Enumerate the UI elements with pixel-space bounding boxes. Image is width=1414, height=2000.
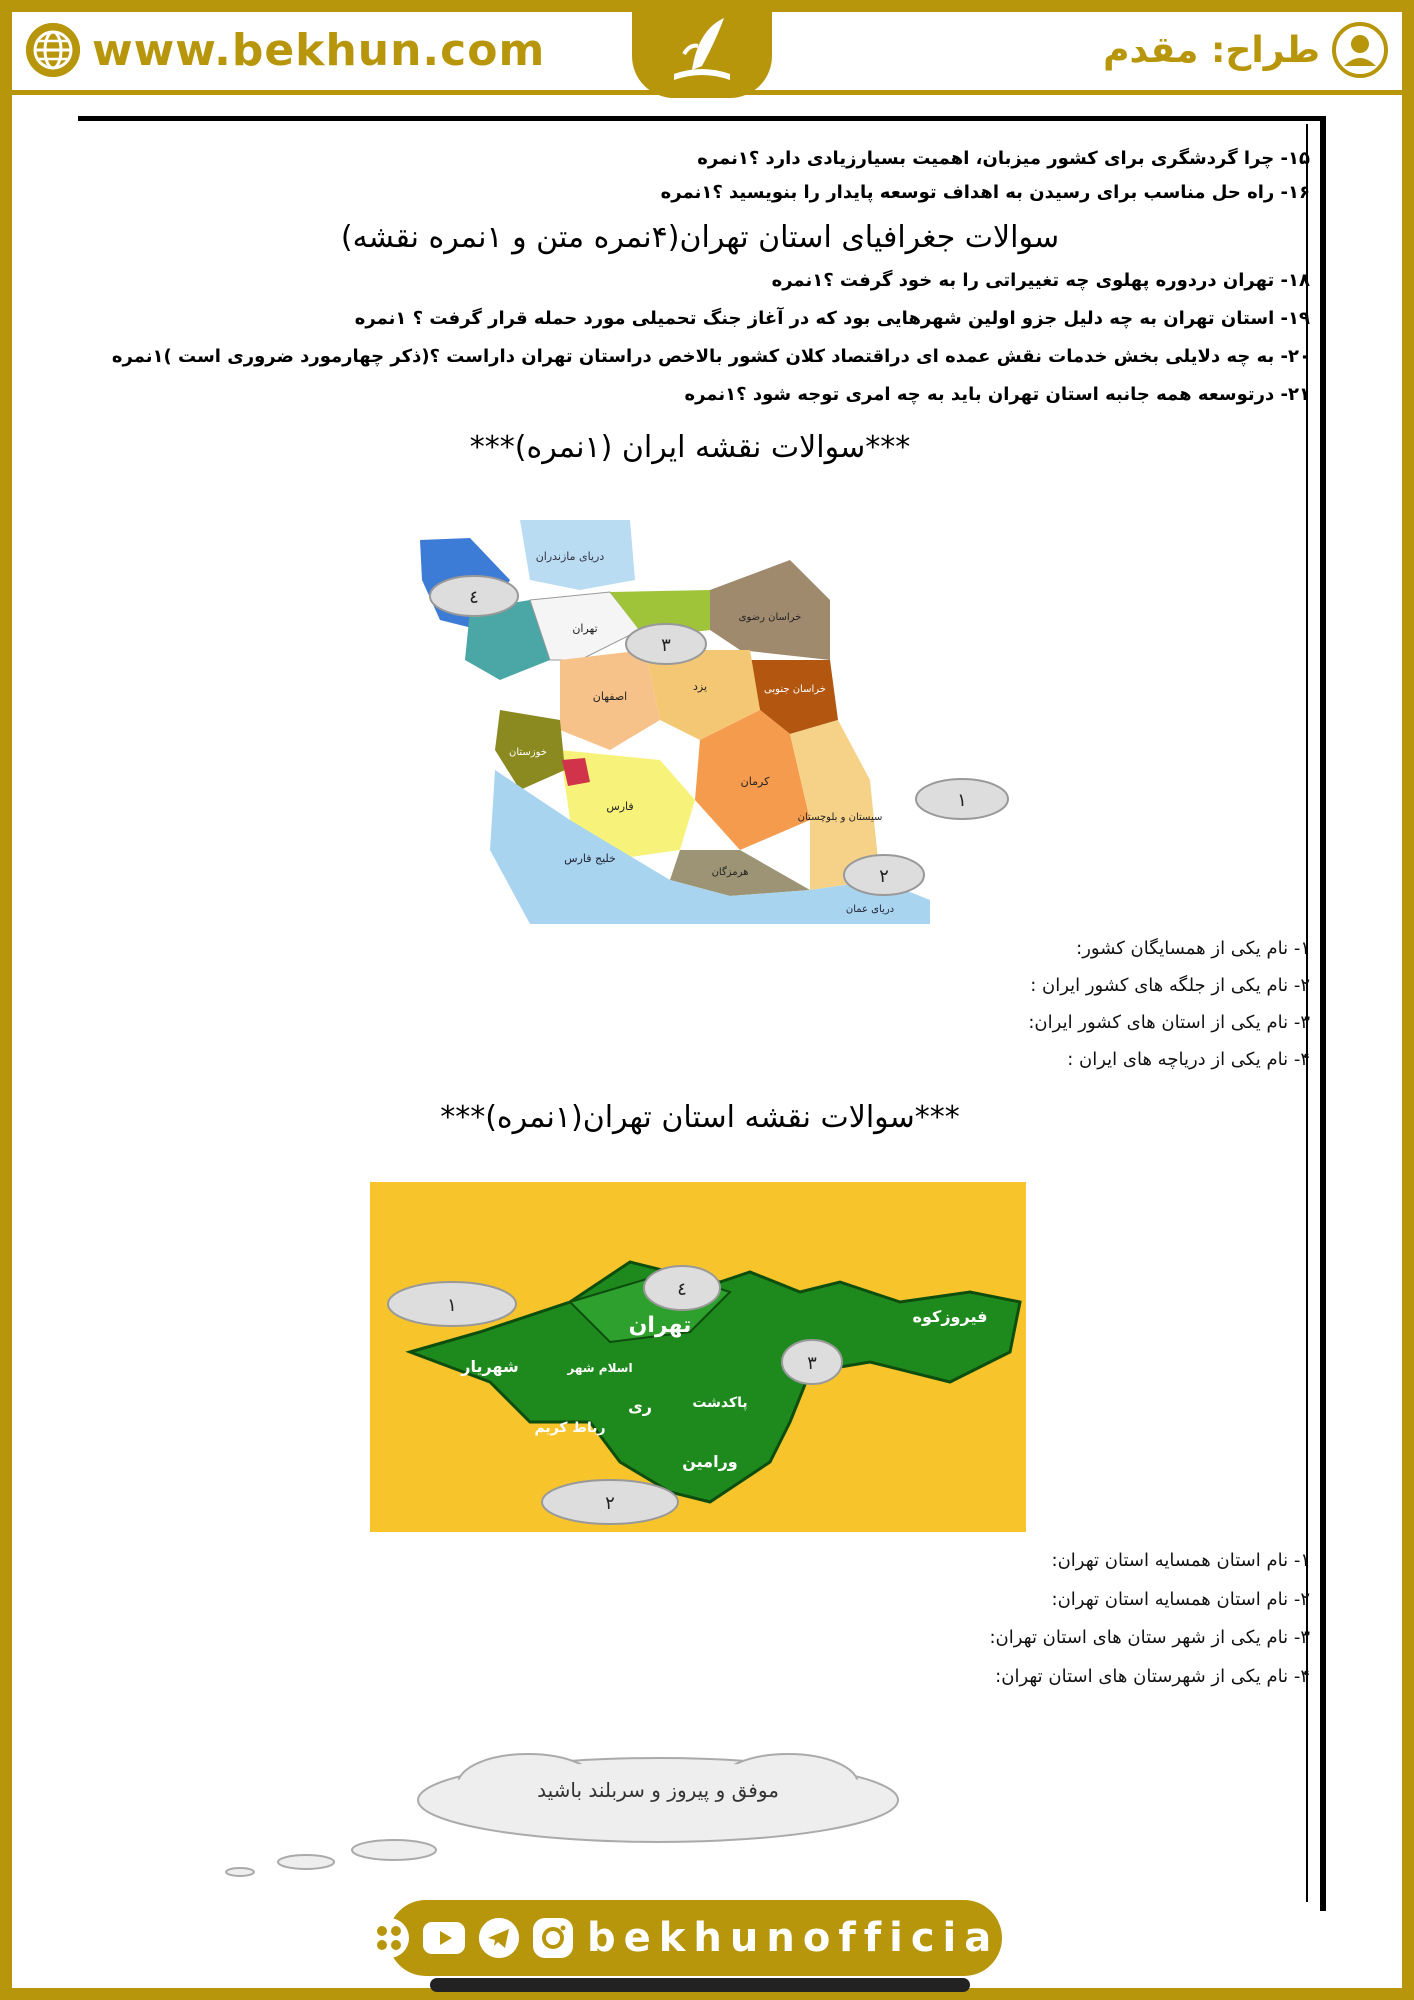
tehran-map-label-robat: رباط کریم <box>534 1420 606 1436</box>
iran-marker-3 <box>626 624 706 664</box>
section-title-iran-map: ***سوالات نقشه ایران (۱نمره)*** <box>469 430 911 465</box>
map-label-persian-gulf: خلیج فارس <box>564 852 616 865</box>
footer-handle: bekhunofficial <box>587 1915 1021 1961</box>
map-label-south-khorasan: خراسان جنوبی <box>764 684 826 695</box>
tehran-map-item-4: ۴- نام یکی از شهرستان های استان تهران: <box>995 1666 1310 1687</box>
user-icon <box>1332 22 1388 78</box>
tehran-map-label-pakdasht: پاکدشت <box>692 1395 748 1411</box>
exam-content <box>90 130 1310 472</box>
tehran-map-label-firuzkuh: فیروزکوه <box>912 1307 988 1326</box>
iran-map-item-4: ۴- نام یکی از دریاچه های ایران : <box>1067 1049 1310 1070</box>
closing-message: موفق و پیروز و سربلند باشید <box>537 1778 779 1802</box>
iran-map-item-1: ۱- نام یکی از همسایگان کشور: <box>1076 938 1310 959</box>
question-20: ۲۰- به چه دلایلی بخش خدمات نقش عمده ای دراقتصاد کلان کشور بالاخص دراستان تهران داراست ؟(ذکر چهارمورد ضروری است )۱نمره <box>111 346 1310 367</box>
map-label-caspian: دریای مازندران <box>535 550 605 563</box>
website-link[interactable] <box>26 22 545 78</box>
globe-icon <box>26 23 80 77</box>
tehran-map-label-shahriar: شهریار <box>461 1357 519 1376</box>
map-label-isfahan: اصفهان <box>592 690 628 703</box>
iran-map <box>410 520 1010 924</box>
tehran-map-label-rey: ری <box>628 1397 652 1416</box>
svg-text:٤: ٤ <box>677 1279 687 1300</box>
svg-text:۳: ۳ <box>807 1353 817 1374</box>
svg-text:۲: ۲ <box>879 866 889 887</box>
question-15: ۱۵- چرا گردشگری برای کشور میزبان، اهمیت بسیارزیادی دارد ؟۱نمره <box>697 148 1310 169</box>
question-21: ۲۱- درتوسعه همه جانبه استان تهران باید به چه امری توجه شود ؟۱نمره <box>684 384 1310 405</box>
question-18: ۱۸- تهران دردوره پهلوی چه تغییراتی را به خود گرفت ؟۱نمره <box>771 270 1310 291</box>
tehran-province-map <box>370 1182 1026 1532</box>
designer-text: طراح: مقدم <box>1103 29 1320 71</box>
question-19: ۱۹- استان تهران به چه دلیل جزو اولین شهرهایی بود که در آغاز جنگ تحمیلی مورد حمله قرار گرفت ؟ ۱نمره <box>354 308 1310 329</box>
section-title-tehran-geography: سوالات جغرافیای استان تهران(۴نمره متن و ۱نمره نقشه) <box>340 220 1060 255</box>
map-label-oman-sea: دریای عمان <box>845 904 895 915</box>
youtube-icon[interactable] <box>423 1922 465 1954</box>
svg-text:۱: ۱ <box>957 790 967 811</box>
map-label-razavi: خراسان رضوی <box>738 612 802 623</box>
svg-text:۲: ۲ <box>605 1493 615 1514</box>
tehran-map-label-varamin: ورامین <box>682 1452 738 1471</box>
tehran-marker-3 <box>782 1340 842 1384</box>
tehran-marker-2 <box>542 1480 678 1524</box>
tehran-marker-1 <box>388 1282 516 1326</box>
logo <box>632 0 772 98</box>
aparat-icon[interactable] <box>369 1918 409 1958</box>
section-title-tehran-map: ***سوالات نقشه استان تهران(۱نمره)*** <box>440 1100 960 1135</box>
svg-text:٤: ٤ <box>469 587 479 608</box>
website-text: www.bekhun.com <box>92 24 546 76</box>
tehran-map-label-eslamshahr: اسلام شهر <box>567 1361 633 1375</box>
map-label-hormozgan: هرمزگان <box>711 867 749 878</box>
map-label-khuzestan: خوزستان <box>509 747 547 758</box>
tehran-map-item-1: ۱- نام استان همسایه استان تهران: <box>1051 1550 1310 1571</box>
designer-credit <box>1103 22 1388 78</box>
map-label-fars: فارس <box>606 800 634 813</box>
map-label-yazd: یزد <box>692 680 708 693</box>
iran-marker-2 <box>844 855 924 895</box>
book-feather-icon <box>632 0 772 98</box>
tehran-marker-4 <box>644 1266 720 1310</box>
question-16: ۱۶- راه حل مناسب برای رسیدن به اهداف توسعه پایدار را بنویسید ؟۱نمره <box>660 182 1310 203</box>
thought-bubbles <box>220 1836 440 1880</box>
instagram-icon[interactable] <box>533 1918 573 1958</box>
map-label-tehran: تهران <box>572 622 598 635</box>
svg-text:۱: ۱ <box>447 1295 457 1316</box>
iran-marker-4 <box>430 576 518 616</box>
map-label-sistan: سیستان و بلوچستان <box>797 812 883 823</box>
iran-marker-1 <box>916 779 1008 819</box>
footer-shadow <box>430 1978 970 1992</box>
telegram-icon[interactable] <box>479 1918 519 1958</box>
tehran-map-item-3: ۳- نام یکی از شهر ستان های استان تهران: <box>989 1627 1310 1648</box>
tehran-map-label-tehran: تهران <box>628 1313 692 1338</box>
map-label-kerman: کرمان <box>740 775 770 788</box>
tehran-map-item-2: ۲- نام استان همسایه استان تهران: <box>1051 1589 1310 1610</box>
footer-social-bar[interactable] <box>388 1900 1021 1976</box>
iran-map-item-2: ۲- نام یکی از جلگه های کشور ایران : <box>1030 975 1310 996</box>
header <box>12 12 1402 95</box>
svg-text:۳: ۳ <box>661 635 671 656</box>
iran-map-item-3: ۳- نام یکی از استان های کشور ایران: <box>1028 1012 1310 1033</box>
